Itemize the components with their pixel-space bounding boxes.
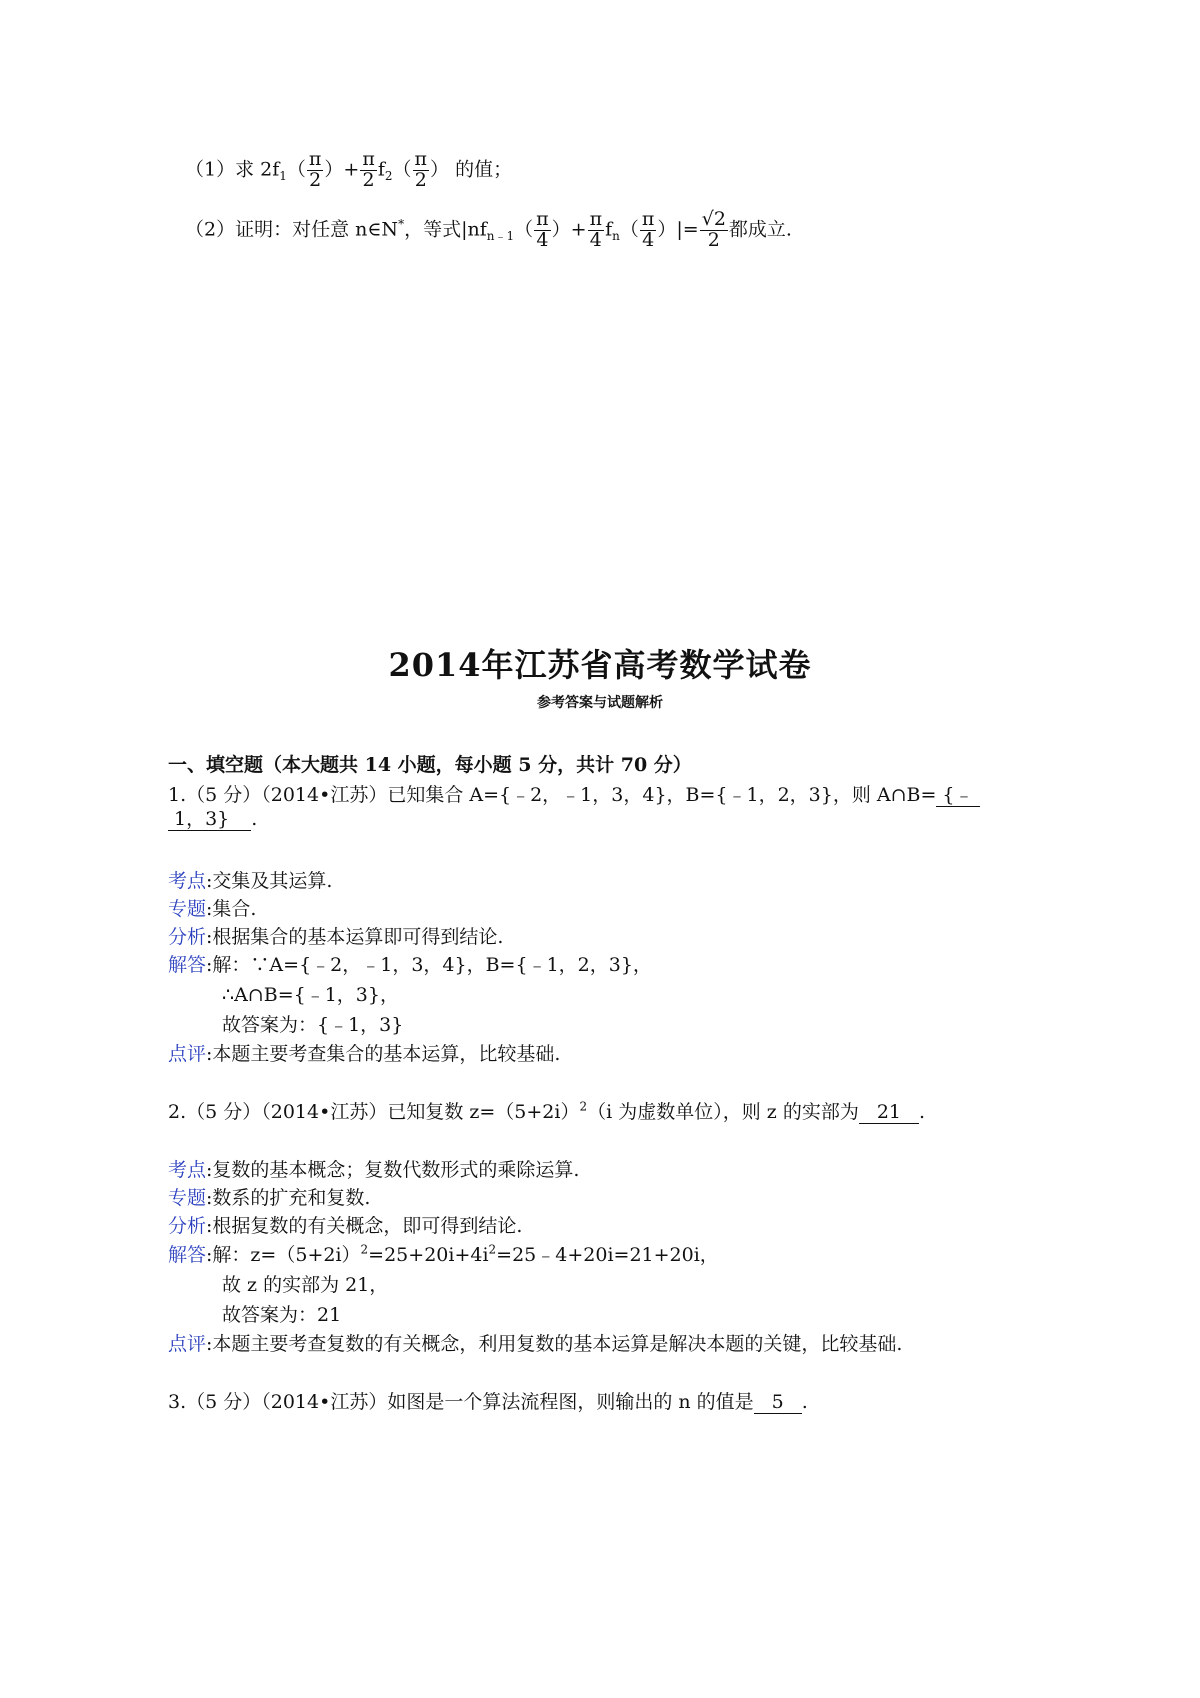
frac-den: 4 <box>536 228 549 251</box>
part2-tail: 都成立. <box>728 218 792 241</box>
frac-num: π <box>362 148 375 170</box>
function-f: f <box>377 158 385 181</box>
q2-jieda1-a: 解：z=（5+2i） <box>212 1244 361 1266</box>
label-dianping: 点评 <box>168 1043 207 1065</box>
q2-fenxi <box>168 1211 522 1238</box>
frac-den: 2 <box>707 228 720 251</box>
q2-jieda1-sup2: 2 <box>488 1242 497 1257</box>
q2-zhuanti <box>168 1183 370 1210</box>
q1-kaodian <box>168 866 332 893</box>
question-3-stem <box>168 1387 808 1414</box>
label-colon: : <box>206 1244 213 1266</box>
q2-answer: 21 <box>859 1102 919 1124</box>
q1-end: . <box>251 808 258 830</box>
q2-jieda-line2: 故 z 的实部为 21， <box>222 1274 389 1296</box>
fraction-pi-over-2 <box>307 150 324 191</box>
paren-close: ） <box>657 218 677 241</box>
q1-answer-part2: 1，3} <box>168 809 251 831</box>
part2-lead: （2）证明：对任意 n∈N <box>185 218 399 241</box>
frac-den: 2 <box>414 168 427 191</box>
part1-lead: （1）求 2f <box>185 158 280 181</box>
q2-jieda1-sup1: 2 <box>360 1242 369 1257</box>
fraction-pi-over-4 <box>534 210 551 251</box>
q3-answer: 5 <box>754 1392 802 1414</box>
paren-close: ） <box>551 218 571 241</box>
q2-zhuanti-text: 数系的扩充和复数. <box>212 1187 371 1209</box>
paren-open: （ <box>286 158 306 181</box>
frac-num: π <box>308 148 322 170</box>
question-1-stem <box>168 780 980 807</box>
q2-kaodian <box>168 1155 579 1182</box>
q1-zhuanti-text: 集合. <box>212 898 257 920</box>
label-colon: : <box>206 1215 213 1237</box>
label-colon: : <box>206 1187 213 1209</box>
q3-end: . <box>801 1391 808 1413</box>
q1-zhuanti <box>168 894 256 921</box>
part1-tail: 的值； <box>455 158 513 181</box>
paren-close: ） <box>324 158 344 181</box>
problem-part-1 <box>185 150 512 191</box>
sqrt-radicand: 2 <box>713 208 726 230</box>
q1-answer-part1: {﹣ <box>936 785 979 807</box>
function-f: f <box>605 218 613 241</box>
label-colon: : <box>206 926 213 948</box>
section-heading: 一、填空题（本大题共 14 小题，每小题 5 分，共计 70 分） <box>168 754 692 776</box>
frac-den: 2 <box>309 168 322 191</box>
q2-jieda-line3: 故答案为：21 <box>222 1304 342 1326</box>
q1-dianping-text: 本题主要考查集合的基本运算，比较基础. <box>212 1043 561 1065</box>
label-colon: : <box>206 1333 213 1355</box>
q2-fenxi-text: 根据复数的有关概念，即可得到结论. <box>212 1215 523 1237</box>
frac-num: √2 <box>701 208 726 230</box>
page-title: 2014年江苏省高考数学试卷 <box>388 646 812 684</box>
paren-open: （ <box>392 158 412 181</box>
q2-kaodian-text: 复数的基本概念；复数代数形式的乘除运算. <box>212 1159 580 1181</box>
part1-sub2: 2 <box>384 169 393 184</box>
question-2-stem <box>168 1097 925 1124</box>
q2-jieda1-b: =25+20i+4i <box>368 1244 489 1266</box>
label-fenxi: 分析 <box>168 1215 207 1237</box>
frac-den: 4 <box>642 228 655 251</box>
q3-stem-text: 3.（5 分）（2014•江苏）如图是一个算法流程图，则输出的 n 的值是 <box>168 1391 754 1413</box>
frac-num: π <box>589 208 603 230</box>
question-1-stem-cont <box>168 808 257 831</box>
label-colon: : <box>206 870 213 892</box>
label-colon: : <box>206 1159 213 1181</box>
part2-sub-n: n <box>612 229 620 244</box>
label-zhuanti: 专题 <box>168 1187 207 1209</box>
plus-sign: + <box>343 158 360 181</box>
q2-end: . <box>919 1101 926 1123</box>
problem-part-2 <box>185 210 792 251</box>
frac-num: π <box>536 208 549 230</box>
q2-stem-b: （i 为虚数单位），则 z 的实部为 <box>587 1101 859 1123</box>
q1-kaodian-text: 交集及其运算. <box>212 870 333 892</box>
q1-fenxi-text: 根据集合的基本运算即可得到结论. <box>212 926 504 948</box>
label-zhuanti: 专题 <box>168 898 207 920</box>
part2-mid: ，等式|nf <box>404 218 487 241</box>
q1-jieda <box>168 950 652 977</box>
q2-dianping <box>168 1329 902 1356</box>
label-kaodian: 考点 <box>168 870 207 892</box>
fraction-pi-over-2 <box>413 150 430 191</box>
plus-sign: + <box>570 218 587 241</box>
part2-star: * <box>398 217 405 232</box>
fraction-pi-over-4 <box>588 210 605 251</box>
q1-dianping <box>168 1039 560 1066</box>
abs-equals: |= <box>676 218 699 241</box>
page-subtitle: 参考答案与试题解析 <box>537 695 663 711</box>
q1-jieda-line2: ∴A∩B={﹣1，3}， <box>222 984 399 1006</box>
fraction-pi-over-4 <box>640 210 657 251</box>
frac-den: 2 <box>362 168 375 191</box>
label-fenxi: 分析 <box>168 926 207 948</box>
label-kaodian: 考点 <box>168 1159 207 1181</box>
q2-jieda <box>168 1240 719 1267</box>
label-jieda: 解答 <box>168 1244 207 1266</box>
label-colon: : <box>206 954 213 976</box>
part1-sub1: 1 <box>279 169 287 184</box>
q1-stem-text: 1.（5 分）（2014•江苏）已知集合 A={﹣2，﹣1，3，4}，B={﹣1，2，3}，则 A∩B= <box>168 784 937 806</box>
q1-jieda-line1: 解：∵A={﹣2，﹣1，3，4}，B={﹣1，2，3}， <box>212 954 652 976</box>
paren-open: （ <box>619 218 639 241</box>
paren-open: （ <box>514 218 534 241</box>
part2-sub-n-minus-1: n﹣1 <box>486 229 515 244</box>
q2-dianping-text: 本题主要考查复数的有关概念，利用复数的基本运算是解决本题的关键，比较基础. <box>212 1333 903 1355</box>
q2-stem-sup: 2 <box>579 1099 588 1114</box>
q2-jieda1-c: =25﹣4+20i=21+20i， <box>496 1244 719 1266</box>
q1-fenxi <box>168 922 503 949</box>
label-colon: : <box>206 898 213 920</box>
fraction-sqrt2-over-2 <box>700 210 728 251</box>
label-colon: : <box>206 1043 213 1065</box>
frac-den: 4 <box>589 228 602 251</box>
fraction-pi-over-2 <box>360 150 377 191</box>
q2-stem-a: 2.（5 分）（2014•江苏）已知复数 z=（5+2i） <box>168 1101 580 1123</box>
frac-num: π <box>641 208 655 230</box>
label-jieda: 解答 <box>168 954 207 976</box>
frac-num: π <box>414 148 428 170</box>
paren-close: ） <box>430 158 450 181</box>
q1-jieda-line3: 故答案为：{﹣1，3} <box>222 1014 404 1036</box>
label-dianping: 点评 <box>168 1333 207 1355</box>
